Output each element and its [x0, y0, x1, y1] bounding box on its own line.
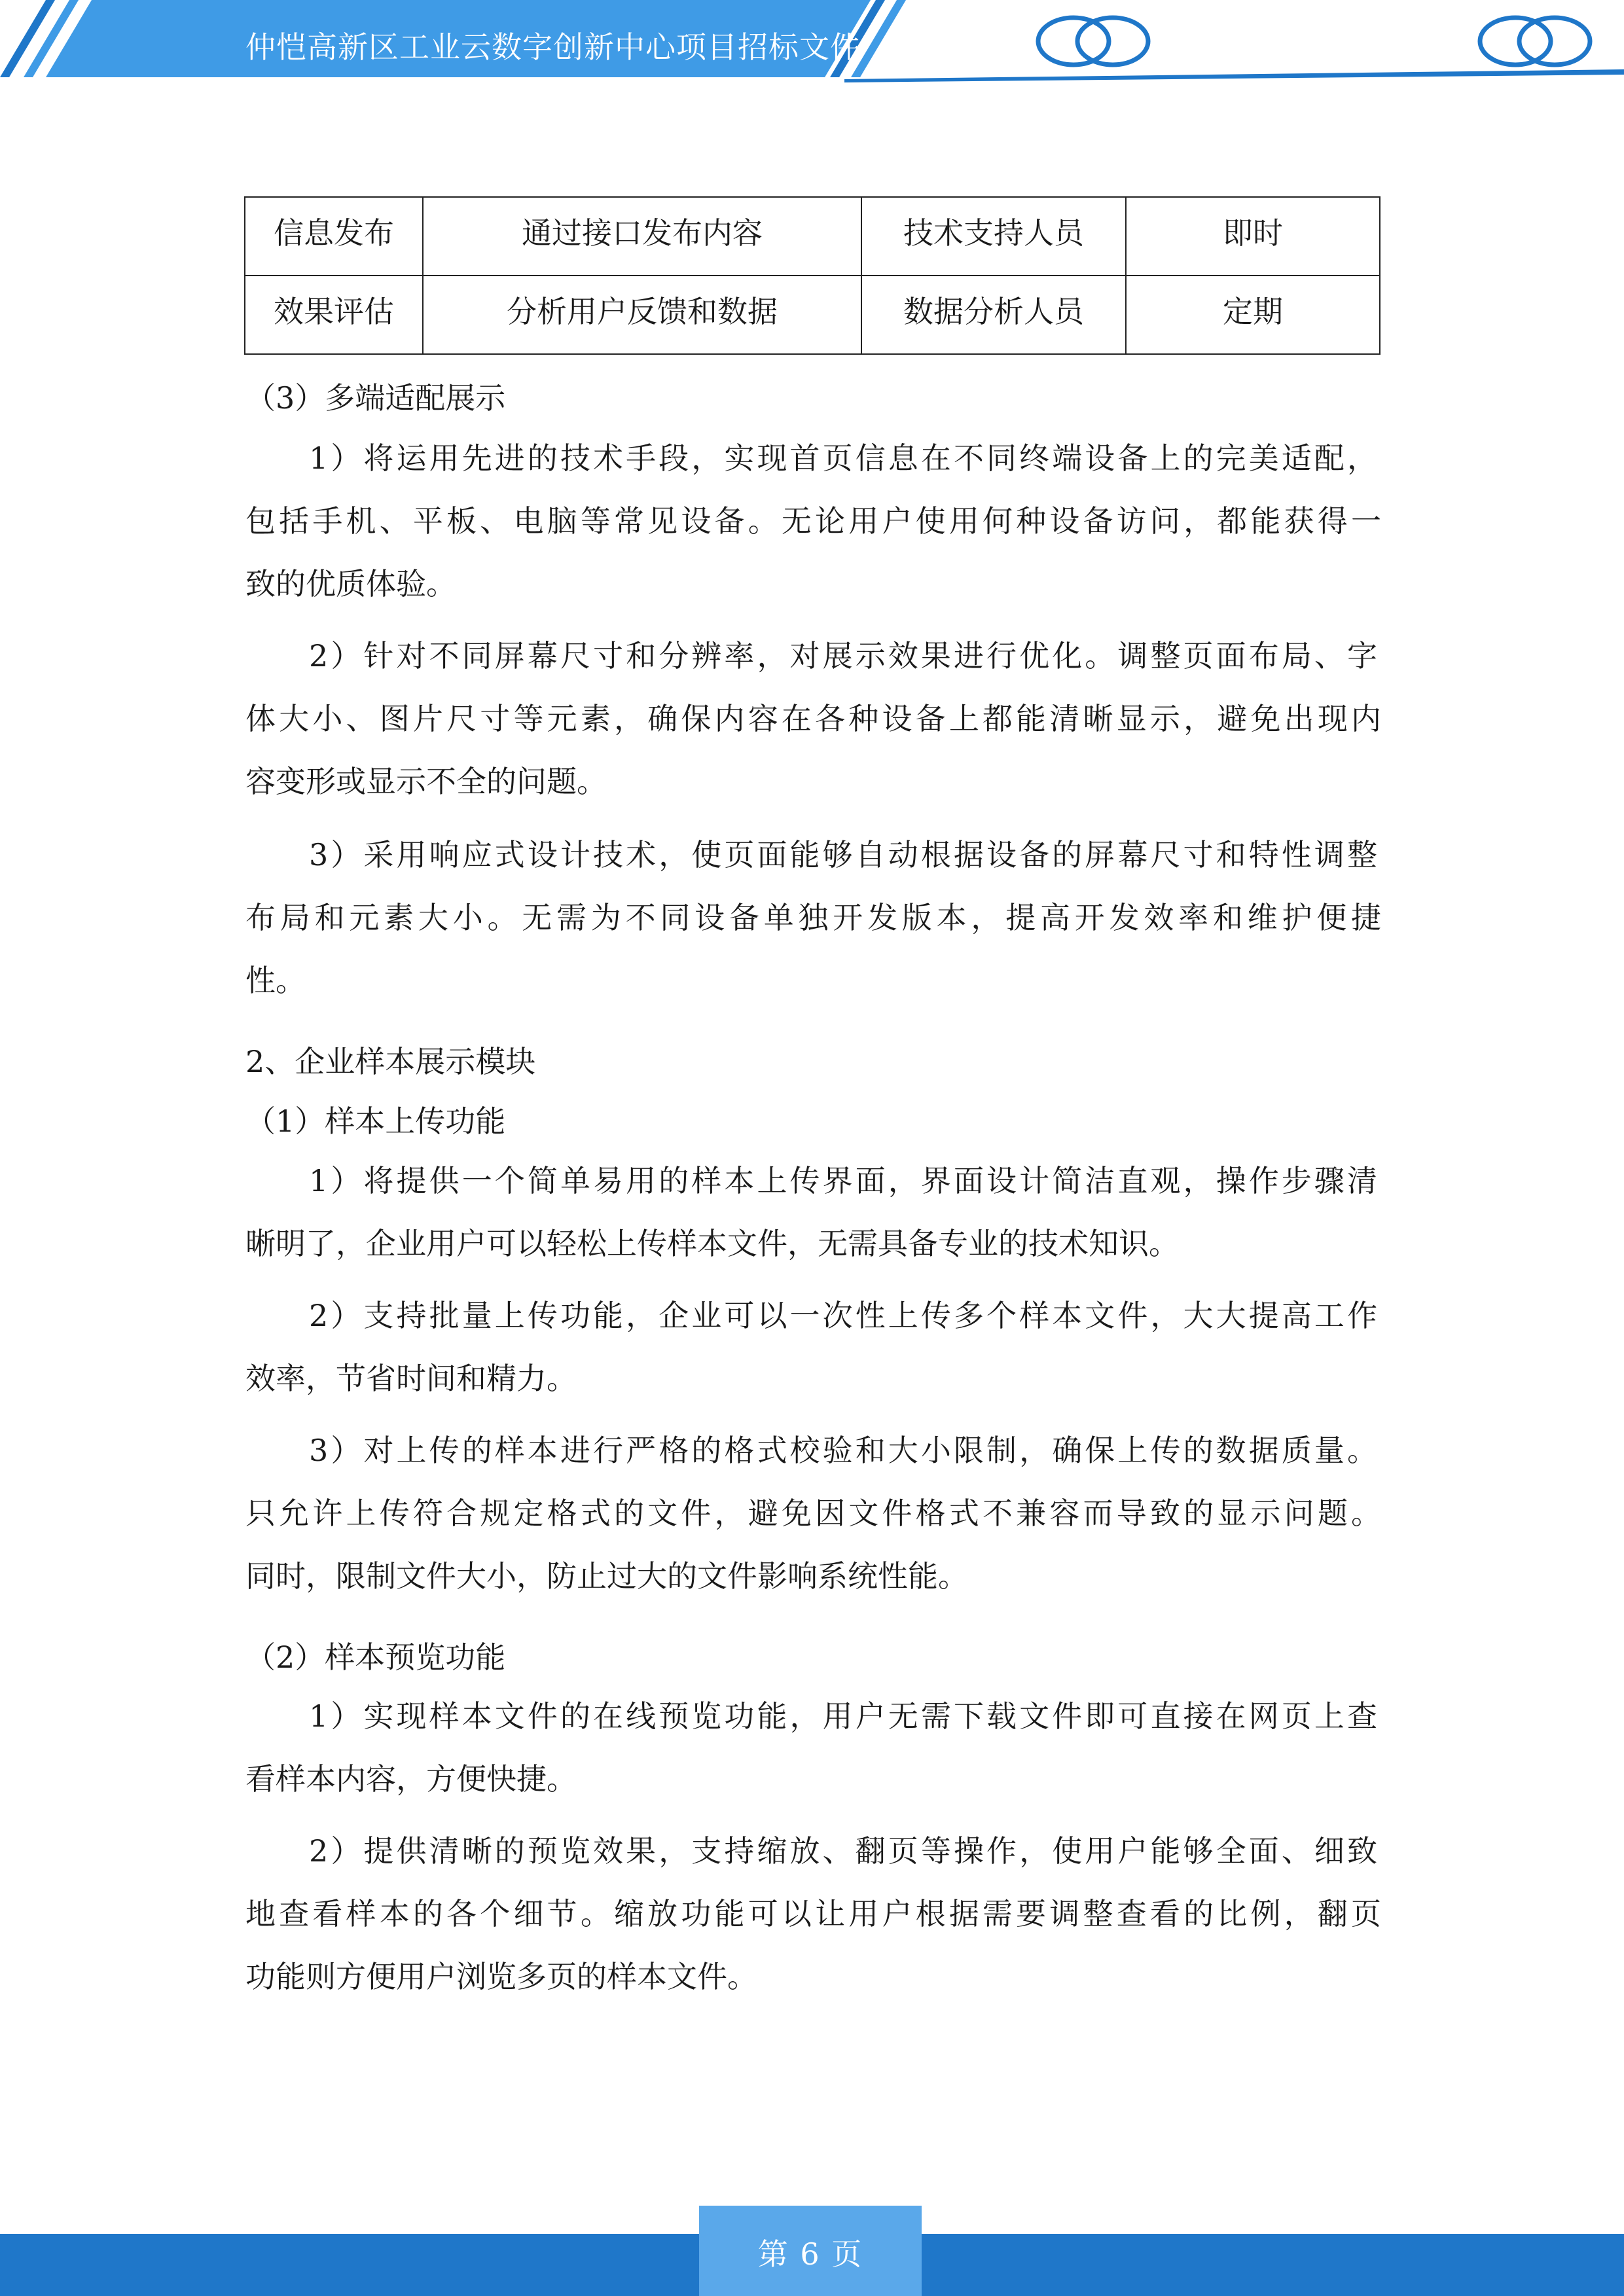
paragraph-line: 2）提供清晰的预览效果，支持缩放、翻页等操作，使用户能够全面、细致 — [309, 1833, 1377, 1869]
page-header — [0, 0, 1624, 92]
paragraph-line: 只允许上传符合规定格式的文件，避免因文件格式不兼容而导致的显示问题。 — [245, 1496, 1381, 1531]
paragraph-line: 容变形或显示不全的问题。 — [245, 764, 607, 799]
paragraph-line: 1）将运用先进的技术手段，实现首页信息在不同终端设备上的完美适配， — [309, 440, 1377, 476]
paragraph-line: 2）针对不同屏幕尺寸和分辨率，对展示效果进行优化。调整页面布局、字 — [309, 638, 1377, 673]
paragraph-line: 效率，节省时间和精力。 — [245, 1361, 577, 1396]
paragraph-line: 布局和元素大小。无需为不同设备单独开发版本，提高开发效率和维护便捷 — [245, 900, 1381, 935]
paragraph-line: 同时，限制文件大小，防止过大的文件影响系统性能。 — [245, 1558, 968, 1594]
table-cell: 分析用户反馈和数据 — [423, 276, 861, 354]
table-row — [245, 197, 1380, 276]
paragraph-line: 功能则方便用户浏览多页的样本文件。 — [245, 1959, 757, 1994]
paragraph-line: 晰明了，企业用户可以轻松上传样本文件，无需具备专业的技术知识。 — [245, 1226, 1179, 1261]
section-heading: 2、企业样本展示模块 — [245, 1044, 536, 1079]
subsection-heading: （2）样本预览功能 — [245, 1640, 506, 1675]
paragraph-line: 看样本内容，方便快捷。 — [245, 1761, 577, 1797]
table-row — [245, 276, 1380, 354]
table-cell: 信息发布 — [245, 197, 423, 276]
table-cell: 即时 — [1126, 197, 1380, 276]
paragraph-line: 1）实现样本文件的在线预览功能，用户无需下载文件即可直接在网页上查 — [309, 1698, 1377, 1734]
header-title: 仲恺高新区工业云数字创新中心项目招标文件 — [245, 29, 861, 65]
paragraph-line: 3）采用响应式设计技术，使页面能够自动根据设备的屏幕尺寸和特性调整 — [309, 837, 1377, 872]
table-cell: 数据分析人员 — [861, 276, 1126, 354]
paragraph-line: 体大小、图片尺寸等元素，确保内容在各种设备上都能清晰显示，避免出现内 — [245, 701, 1381, 736]
table-cell: 通过接口发布内容 — [423, 197, 861, 276]
subsection-heading: （1）样本上传功能 — [245, 1103, 506, 1139]
page-number: 第 6 页 — [757, 2236, 863, 2272]
paragraph-line: 地查看样本的各个细节。缩放功能可以让用户根据需要调整查看的比例，翻页 — [245, 1896, 1381, 1931]
subsection-heading: （3）多端适配展示 — [245, 380, 506, 416]
paragraph-line: 包括手机、平板、电脑等常见设备。无论用户使用何种设备访问，都能获得一 — [245, 503, 1381, 539]
paragraph-line: 致的优质体验。 — [245, 566, 456, 601]
table-cell: 效果评估 — [245, 276, 423, 354]
paragraph-line: 性。 — [245, 963, 306, 998]
table-cell: 技术支持人员 — [861, 197, 1126, 276]
paragraph-line: 3）对上传的样本进行严格的格式校验和大小限制，确保上传的数据质量。 — [309, 1433, 1377, 1468]
table-cell: 定期 — [1126, 276, 1380, 354]
paragraph-line: 1）将提供一个简单易用的样本上传界面，界面设计简洁直观，操作步骤清 — [309, 1163, 1377, 1198]
double-ring-logo — [1038, 18, 1148, 65]
paragraph-line: 2）支持批量上传功能，企业可以一次性上传多个样本文件，大大提高工作 — [309, 1298, 1377, 1333]
double-ring-logo-right — [1480, 18, 1590, 65]
responsibility-table — [244, 196, 1380, 355]
